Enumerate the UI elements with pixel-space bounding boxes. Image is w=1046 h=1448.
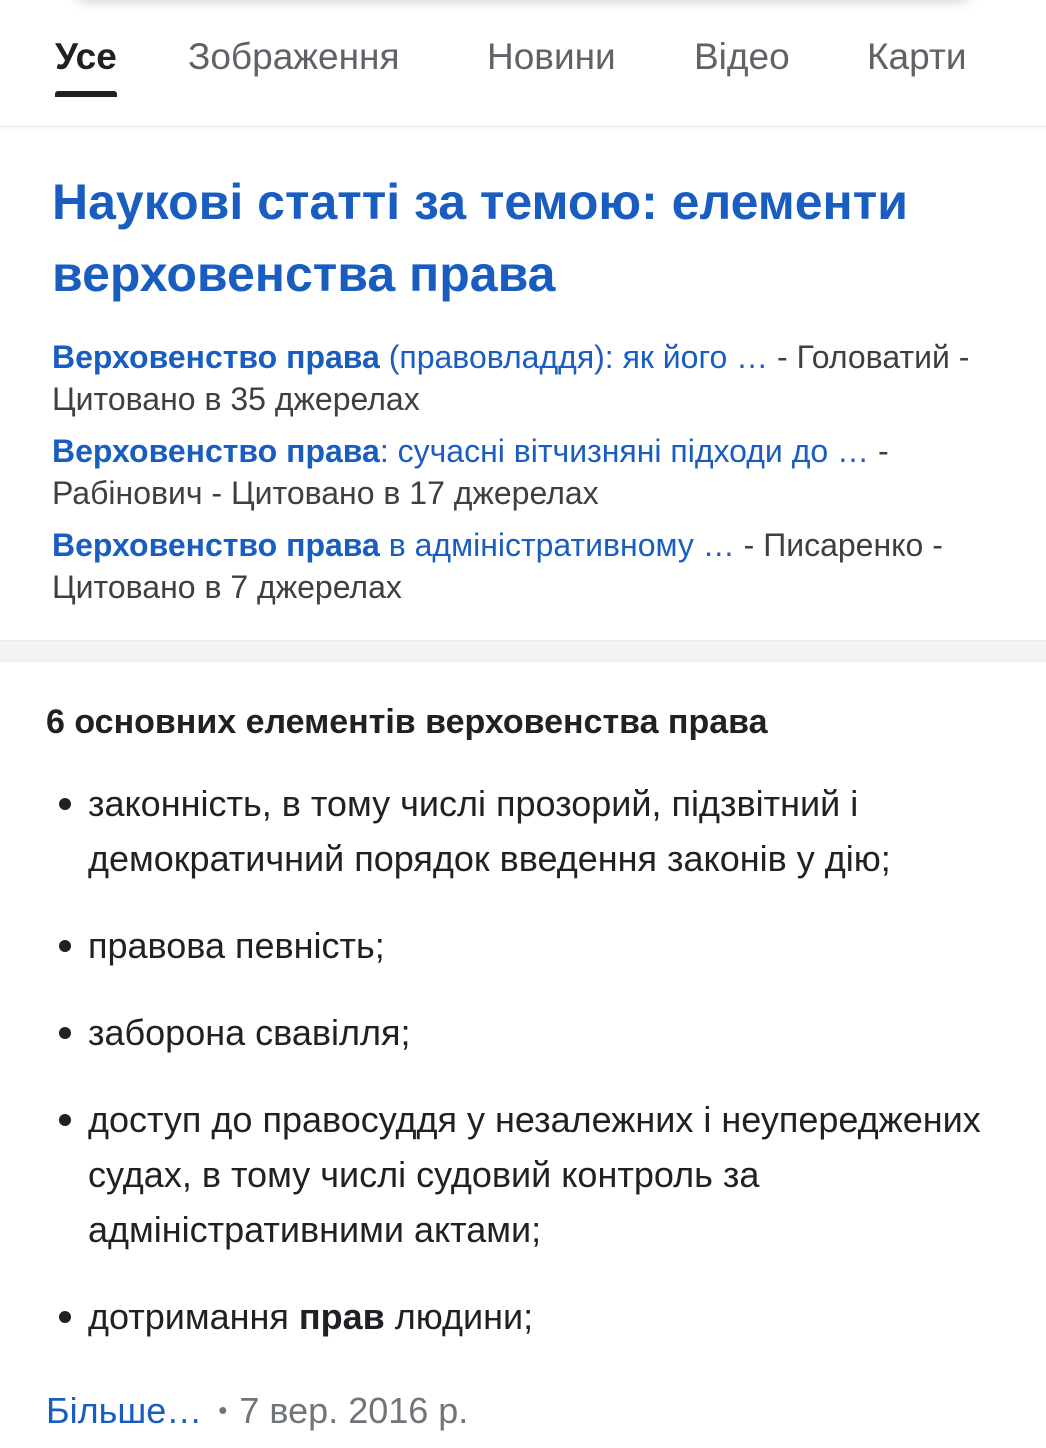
scholar-article-item xyxy=(52,430,1026,514)
tab-news[interactable] xyxy=(487,36,616,78)
article-author: Рабінович xyxy=(52,475,203,511)
snippet-item-text: заборона свавілля; xyxy=(88,1012,411,1053)
snippet-list xyxy=(46,776,1022,1344)
scholar-title-prefix: Наукові статті за темою: xyxy=(52,174,672,230)
snippet-heading: 6 основних елементів верховенства права xyxy=(46,703,768,741)
meta-separator: - xyxy=(869,433,889,469)
article-title-bold: Верховенство права xyxy=(52,433,380,469)
featured-snippet xyxy=(46,700,1022,1376)
article-author: Писаренко xyxy=(763,527,924,563)
tab-maps[interactable] xyxy=(867,36,967,78)
more-link[interactable]: Більше… xyxy=(46,1390,203,1431)
meta-separator: - xyxy=(202,475,231,511)
scholar-title-query: елементи верховенства права xyxy=(52,174,908,302)
snippet-item-text-end: людини; xyxy=(384,1296,534,1337)
article-citations: Цитовано в 35 джерелах xyxy=(52,381,420,417)
scholar-article-link[interactable] xyxy=(52,433,869,469)
article-title-rest: (правовладдя): як його … xyxy=(379,339,769,375)
article-citations: Цитовано в 7 джерелах xyxy=(52,569,402,605)
snippet-item-text: законність, в тому числі прозорий, підзвітний і демократичний порядок введення законів у дію; xyxy=(88,783,891,879)
tab-images[interactable] xyxy=(188,36,400,78)
scholar-articles-block xyxy=(52,166,1026,608)
snippet-list-item xyxy=(46,776,1022,886)
search-tabs xyxy=(0,0,1046,127)
meta-separator: - xyxy=(923,527,943,563)
bullet-icon xyxy=(59,1114,71,1126)
scholar-article-link[interactable] xyxy=(52,339,768,375)
bullet-icon xyxy=(59,1027,71,1039)
tab-videos-label: Відео xyxy=(694,36,790,77)
bullet-icon xyxy=(59,940,71,952)
tab-images-label: Зображення xyxy=(188,36,400,77)
tab-maps-label: Карти xyxy=(867,36,967,77)
scholar-article-item xyxy=(52,524,1026,608)
snippet-item-text: доступ до правосуддя у незалежних і неупереджених судах, в тому числі судовий контроль за адміністративними актами; xyxy=(88,1099,981,1250)
section-divider xyxy=(0,640,1046,662)
meta-separator: - xyxy=(734,527,764,563)
snippet-list-item xyxy=(46,1092,1022,1257)
snippet-date: 7 вер. 2016 р. xyxy=(239,1390,469,1431)
article-title-rest: : сучасні вітчизняні підходи до … xyxy=(379,433,870,469)
meta-separator: - xyxy=(949,339,970,375)
scholar-article-item xyxy=(52,336,1026,420)
article-title-bold: Верховенство права xyxy=(52,339,380,375)
snippet-list-item xyxy=(46,1289,1022,1344)
tab-all[interactable] xyxy=(55,36,117,78)
article-author: Головатий xyxy=(796,339,950,375)
bullet-icon xyxy=(59,1311,71,1323)
article-citations: Цитовано в 17 джерелах xyxy=(230,475,599,511)
article-title-bold: Верховенство права xyxy=(52,527,380,563)
tab-all-label: Усе xyxy=(55,36,117,77)
snippet-item-text: правова певність; xyxy=(88,925,385,966)
snippet-footer xyxy=(46,1390,468,1432)
active-tab-indicator xyxy=(55,91,117,97)
tab-news-label: Новини xyxy=(487,36,616,77)
snippet-list-item xyxy=(46,918,1022,973)
bullet-icon xyxy=(59,798,71,810)
scholar-article-link[interactable] xyxy=(52,527,735,563)
snippet-item-bold: прав xyxy=(298,1296,385,1337)
meta-separator: - xyxy=(768,339,797,375)
snippet-list-item xyxy=(46,1005,1022,1060)
dot-separator: • xyxy=(218,1395,228,1425)
scholar-title-link[interactable] xyxy=(52,166,1026,310)
article-title-rest: в адміністративному … xyxy=(379,527,735,563)
tab-videos[interactable] xyxy=(694,36,790,78)
snippet-item-text: дотримання xyxy=(88,1296,299,1337)
